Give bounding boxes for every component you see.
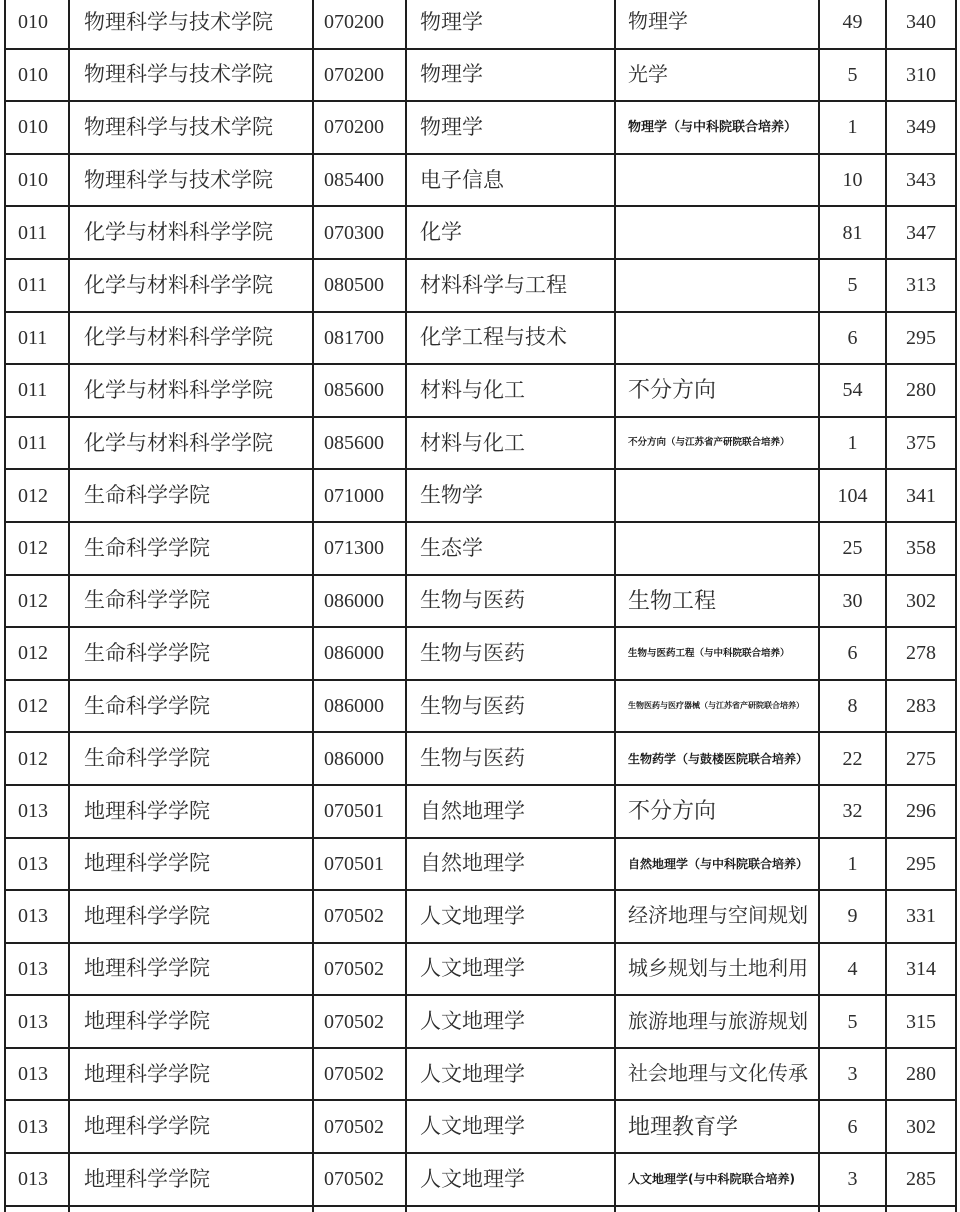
dept-code-cell: 011: [5, 417, 69, 470]
table-row: [5, 49, 956, 102]
dept-code-cell: 013: [5, 1153, 69, 1206]
dept-name-cell: 物理科学与技术学院: [69, 154, 313, 207]
dept-code-cell: 012: [5, 469, 69, 522]
dept-name-cell: 生命科学学院: [69, 469, 313, 522]
table-row: [5, 838, 956, 891]
enrollment-count-cell: 104: [819, 469, 886, 522]
direction-cell: 不分方向: [615, 785, 819, 838]
dept-code-cell: 010: [5, 0, 69, 49]
major-code-cell: 070502: [313, 995, 406, 1048]
score-line-cell: 349: [886, 101, 956, 154]
major-name-cell: 生物与医药: [406, 680, 615, 733]
direction-cell: 旅游地理与旅游规划: [615, 995, 819, 1048]
table-row: [5, 101, 956, 154]
enrollment-count-cell: 8: [819, 680, 886, 733]
major-name-cell: 生物学: [406, 469, 615, 522]
dept-code-cell: 013: [5, 838, 69, 891]
major-name-cell: 人文地理学: [406, 995, 615, 1048]
table-row: [5, 1153, 956, 1206]
dept-name-cell: 地理科学学院: [69, 785, 313, 838]
major-name-cell: 生物与医药: [406, 575, 615, 628]
dept-name-cell: 地理科学学院: [69, 838, 313, 891]
dept-code-cell: 011: [5, 206, 69, 259]
empty-cell: [819, 1206, 886, 1212]
dept-code-cell: 013: [5, 785, 69, 838]
direction-cell: 生物医药与医疗器械（与江苏省产研院联合培养）: [615, 680, 819, 733]
dept-name-cell: 地理科学学院: [69, 890, 313, 943]
enrollment-count-cell: 5: [819, 49, 886, 102]
major-name-cell: 生物与医药: [406, 732, 615, 785]
direction-cell-empty: [615, 154, 819, 207]
dept-code-cell: 010: [5, 101, 69, 154]
enrollment-count-cell: 1: [819, 417, 886, 470]
score-line-cell: 275: [886, 732, 956, 785]
enrollment-count-cell: 30: [819, 575, 886, 628]
enrollment-count-cell: 49: [819, 0, 886, 49]
direction-cell-empty: [615, 469, 819, 522]
major-name-cell: 人文地理学: [406, 943, 615, 996]
direction-cell-empty: [615, 522, 819, 575]
direction-cell: 生物工程: [615, 575, 819, 628]
major-name-cell: 物理学: [406, 0, 615, 49]
major-name-cell: 材料科学与工程: [406, 259, 615, 312]
dept-name-cell: 化学与材料科学学院: [69, 259, 313, 312]
enrollment-count-cell: 9: [819, 890, 886, 943]
enrollment-count-cell: 5: [819, 995, 886, 1048]
major-code-cell: 071300: [313, 522, 406, 575]
major-code-cell: 070200: [313, 101, 406, 154]
major-name-cell: 电子信息: [406, 154, 615, 207]
direction-cell: 社会地理与文化传承: [615, 1048, 819, 1101]
major-code-cell: 085400: [313, 154, 406, 207]
major-code-cell: 080500: [313, 259, 406, 312]
enrollment-count-cell: 6: [819, 1100, 886, 1153]
score-line-cell: 285: [886, 1153, 956, 1206]
dept-code-cell: 010: [5, 49, 69, 102]
score-line-cell: 314: [886, 943, 956, 996]
direction-cell: 自然地理学（与中科院联合培养）: [615, 838, 819, 891]
major-name-cell: 人文地理学: [406, 1100, 615, 1153]
score-line-cell: 302: [886, 575, 956, 628]
direction-cell: 地理教育学: [615, 1100, 819, 1153]
table-row: [5, 785, 956, 838]
table-row: [5, 1048, 956, 1101]
table-row: [5, 680, 956, 733]
score-line-cell: 280: [886, 364, 956, 417]
score-line-cell: 347: [886, 206, 956, 259]
direction-cell: 生物药学（与鼓楼医院联合培养）: [615, 732, 819, 785]
direction-cell-empty: [615, 259, 819, 312]
dept-code-cell: 010: [5, 154, 69, 207]
table-row-partial: [5, 1206, 956, 1212]
dept-name-cell: 化学与材料科学学院: [69, 206, 313, 259]
score-line-cell: 295: [886, 312, 956, 365]
major-code-cell: 081700: [313, 312, 406, 365]
score-line-cell: 280: [886, 1048, 956, 1101]
table-row: [5, 259, 956, 312]
enrollment-count-cell: 22: [819, 732, 886, 785]
table-row: [5, 312, 956, 365]
dept-name-cell: 化学与材料科学学院: [69, 417, 313, 470]
dept-name-cell: 物理科学与技术学院: [69, 0, 313, 49]
dept-name-cell: 生命科学学院: [69, 522, 313, 575]
dept-name-cell: 生命科学学院: [69, 732, 313, 785]
enrollment-count-cell: 6: [819, 627, 886, 680]
score-line-cell: 296: [886, 785, 956, 838]
major-code-cell: 086000: [313, 627, 406, 680]
enrollment-count-cell: 81: [819, 206, 886, 259]
major-code-cell: 070502: [313, 1100, 406, 1153]
table-row: [5, 575, 956, 628]
major-name-cell: 自然地理学: [406, 785, 615, 838]
direction-cell: 物理学（与中科院联合培养）: [615, 101, 819, 154]
direction-cell-empty: [615, 312, 819, 365]
major-name-cell: 人文地理学: [406, 890, 615, 943]
enrollment-count-cell: 3: [819, 1048, 886, 1101]
dept-name-cell: 生命科学学院: [69, 680, 313, 733]
dept-name-cell: 物理科学与技术学院: [69, 101, 313, 154]
table-row: [5, 732, 956, 785]
major-code-cell: 086000: [313, 732, 406, 785]
table-row: [5, 469, 956, 522]
table-row: [5, 943, 956, 996]
direction-cell: 城乡规划与土地利用: [615, 943, 819, 996]
dept-name-cell: 化学与材料科学学院: [69, 364, 313, 417]
table-row: [5, 364, 956, 417]
enrollment-count-cell: 1: [819, 101, 886, 154]
table-row: [5, 522, 956, 575]
dept-name-cell: 地理科学学院: [69, 943, 313, 996]
major-code-cell: 086000: [313, 680, 406, 733]
direction-cell: 不分方向: [615, 364, 819, 417]
table-row: [5, 154, 956, 207]
major-name-cell: 化学: [406, 206, 615, 259]
enrollment-count-cell: 4: [819, 943, 886, 996]
score-line-cell: 283: [886, 680, 956, 733]
dept-code-cell: 012: [5, 627, 69, 680]
score-line-cell: 358: [886, 522, 956, 575]
empty-cell: [5, 1206, 69, 1212]
table-row: [5, 0, 956, 49]
major-code-cell: 085600: [313, 364, 406, 417]
direction-cell: 物理学: [615, 0, 819, 49]
major-name-cell: 生物与医药: [406, 627, 615, 680]
direction-cell: 不分方向（与江苏省产研院联合培养）: [615, 417, 819, 470]
table-row: [5, 995, 956, 1048]
major-name-cell: 自然地理学: [406, 838, 615, 891]
dept-name-cell: 地理科学学院: [69, 1048, 313, 1101]
dept-code-cell: 013: [5, 890, 69, 943]
dept-name-cell: 物理科学与技术学院: [69, 49, 313, 102]
major-code-cell: 086000: [313, 575, 406, 628]
major-name-cell: 物理学: [406, 101, 615, 154]
dept-code-cell: 012: [5, 522, 69, 575]
major-code-cell: 070200: [313, 49, 406, 102]
major-name-cell: 化学工程与技术: [406, 312, 615, 365]
score-line-cell: 375: [886, 417, 956, 470]
dept-name-cell: 化学与材料科学学院: [69, 312, 313, 365]
major-name-cell: 人文地理学: [406, 1153, 615, 1206]
dept-code-cell: 012: [5, 732, 69, 785]
major-code-cell: 070501: [313, 785, 406, 838]
dept-name-cell: 生命科学学院: [69, 627, 313, 680]
score-line-cell: 295: [886, 838, 956, 891]
direction-cell: 光学: [615, 49, 819, 102]
score-line-cell: 310: [886, 49, 956, 102]
dept-code-cell: 011: [5, 364, 69, 417]
empty-cell: [615, 1206, 819, 1212]
empty-cell: [69, 1206, 313, 1212]
table-row: [5, 206, 956, 259]
dept-name-cell: 地理科学学院: [69, 1100, 313, 1153]
direction-cell: 经济地理与空间规划: [615, 890, 819, 943]
table-row: [5, 417, 956, 470]
score-line-cell: 340: [886, 0, 956, 49]
enrollment-count-cell: 25: [819, 522, 886, 575]
score-line-cell: 302: [886, 1100, 956, 1153]
dept-name-cell: 地理科学学院: [69, 995, 313, 1048]
dept-name-cell: 地理科学学院: [69, 1153, 313, 1206]
dept-name-cell: 生命科学学院: [69, 575, 313, 628]
major-code-cell: 070502: [313, 890, 406, 943]
empty-cell: [313, 1206, 406, 1212]
direction-cell: 生物与医药工程（与中科院联合培养）: [615, 627, 819, 680]
score-line-cell: 343: [886, 154, 956, 207]
dept-code-cell: 012: [5, 575, 69, 628]
enrollment-count-cell: 6: [819, 312, 886, 365]
enrollment-count-cell: 5: [819, 259, 886, 312]
major-code-cell: 070501: [313, 838, 406, 891]
major-name-cell: 生态学: [406, 522, 615, 575]
enrollment-count-cell: 3: [819, 1153, 886, 1206]
major-name-cell: 材料与化工: [406, 364, 615, 417]
enrollment-count-cell: 10: [819, 154, 886, 207]
admission-table: [4, 0, 957, 1212]
score-line-cell: 341: [886, 469, 956, 522]
dept-code-cell: 013: [5, 1048, 69, 1101]
major-name-cell: 材料与化工: [406, 417, 615, 470]
table-row: [5, 627, 956, 680]
dept-code-cell: 013: [5, 943, 69, 996]
dept-code-cell: 013: [5, 995, 69, 1048]
major-code-cell: 070200: [313, 0, 406, 49]
empty-cell: [406, 1206, 615, 1212]
score-line-cell: 313: [886, 259, 956, 312]
table-row: [5, 1100, 956, 1153]
table-row: [5, 890, 956, 943]
major-code-cell: 070502: [313, 1048, 406, 1101]
enrollment-count-cell: 32: [819, 785, 886, 838]
direction-cell-empty: [615, 206, 819, 259]
major-code-cell: 085600: [313, 417, 406, 470]
enrollment-count-cell: 1: [819, 838, 886, 891]
major-code-cell: 070502: [313, 1153, 406, 1206]
major-code-cell: 070502: [313, 943, 406, 996]
dept-code-cell: 013: [5, 1100, 69, 1153]
major-code-cell: 070300: [313, 206, 406, 259]
score-line-cell: 331: [886, 890, 956, 943]
major-code-cell: 071000: [313, 469, 406, 522]
score-line-cell: 315: [886, 995, 956, 1048]
dept-code-cell: 012: [5, 680, 69, 733]
major-name-cell: 物理学: [406, 49, 615, 102]
score-line-cell: 278: [886, 627, 956, 680]
direction-cell: 人文地理学(与中科院联合培养): [615, 1153, 819, 1206]
dept-code-cell: 011: [5, 259, 69, 312]
major-name-cell: 人文地理学: [406, 1048, 615, 1101]
enrollment-count-cell: 54: [819, 364, 886, 417]
dept-code-cell: 011: [5, 312, 69, 365]
empty-cell: [886, 1206, 956, 1212]
